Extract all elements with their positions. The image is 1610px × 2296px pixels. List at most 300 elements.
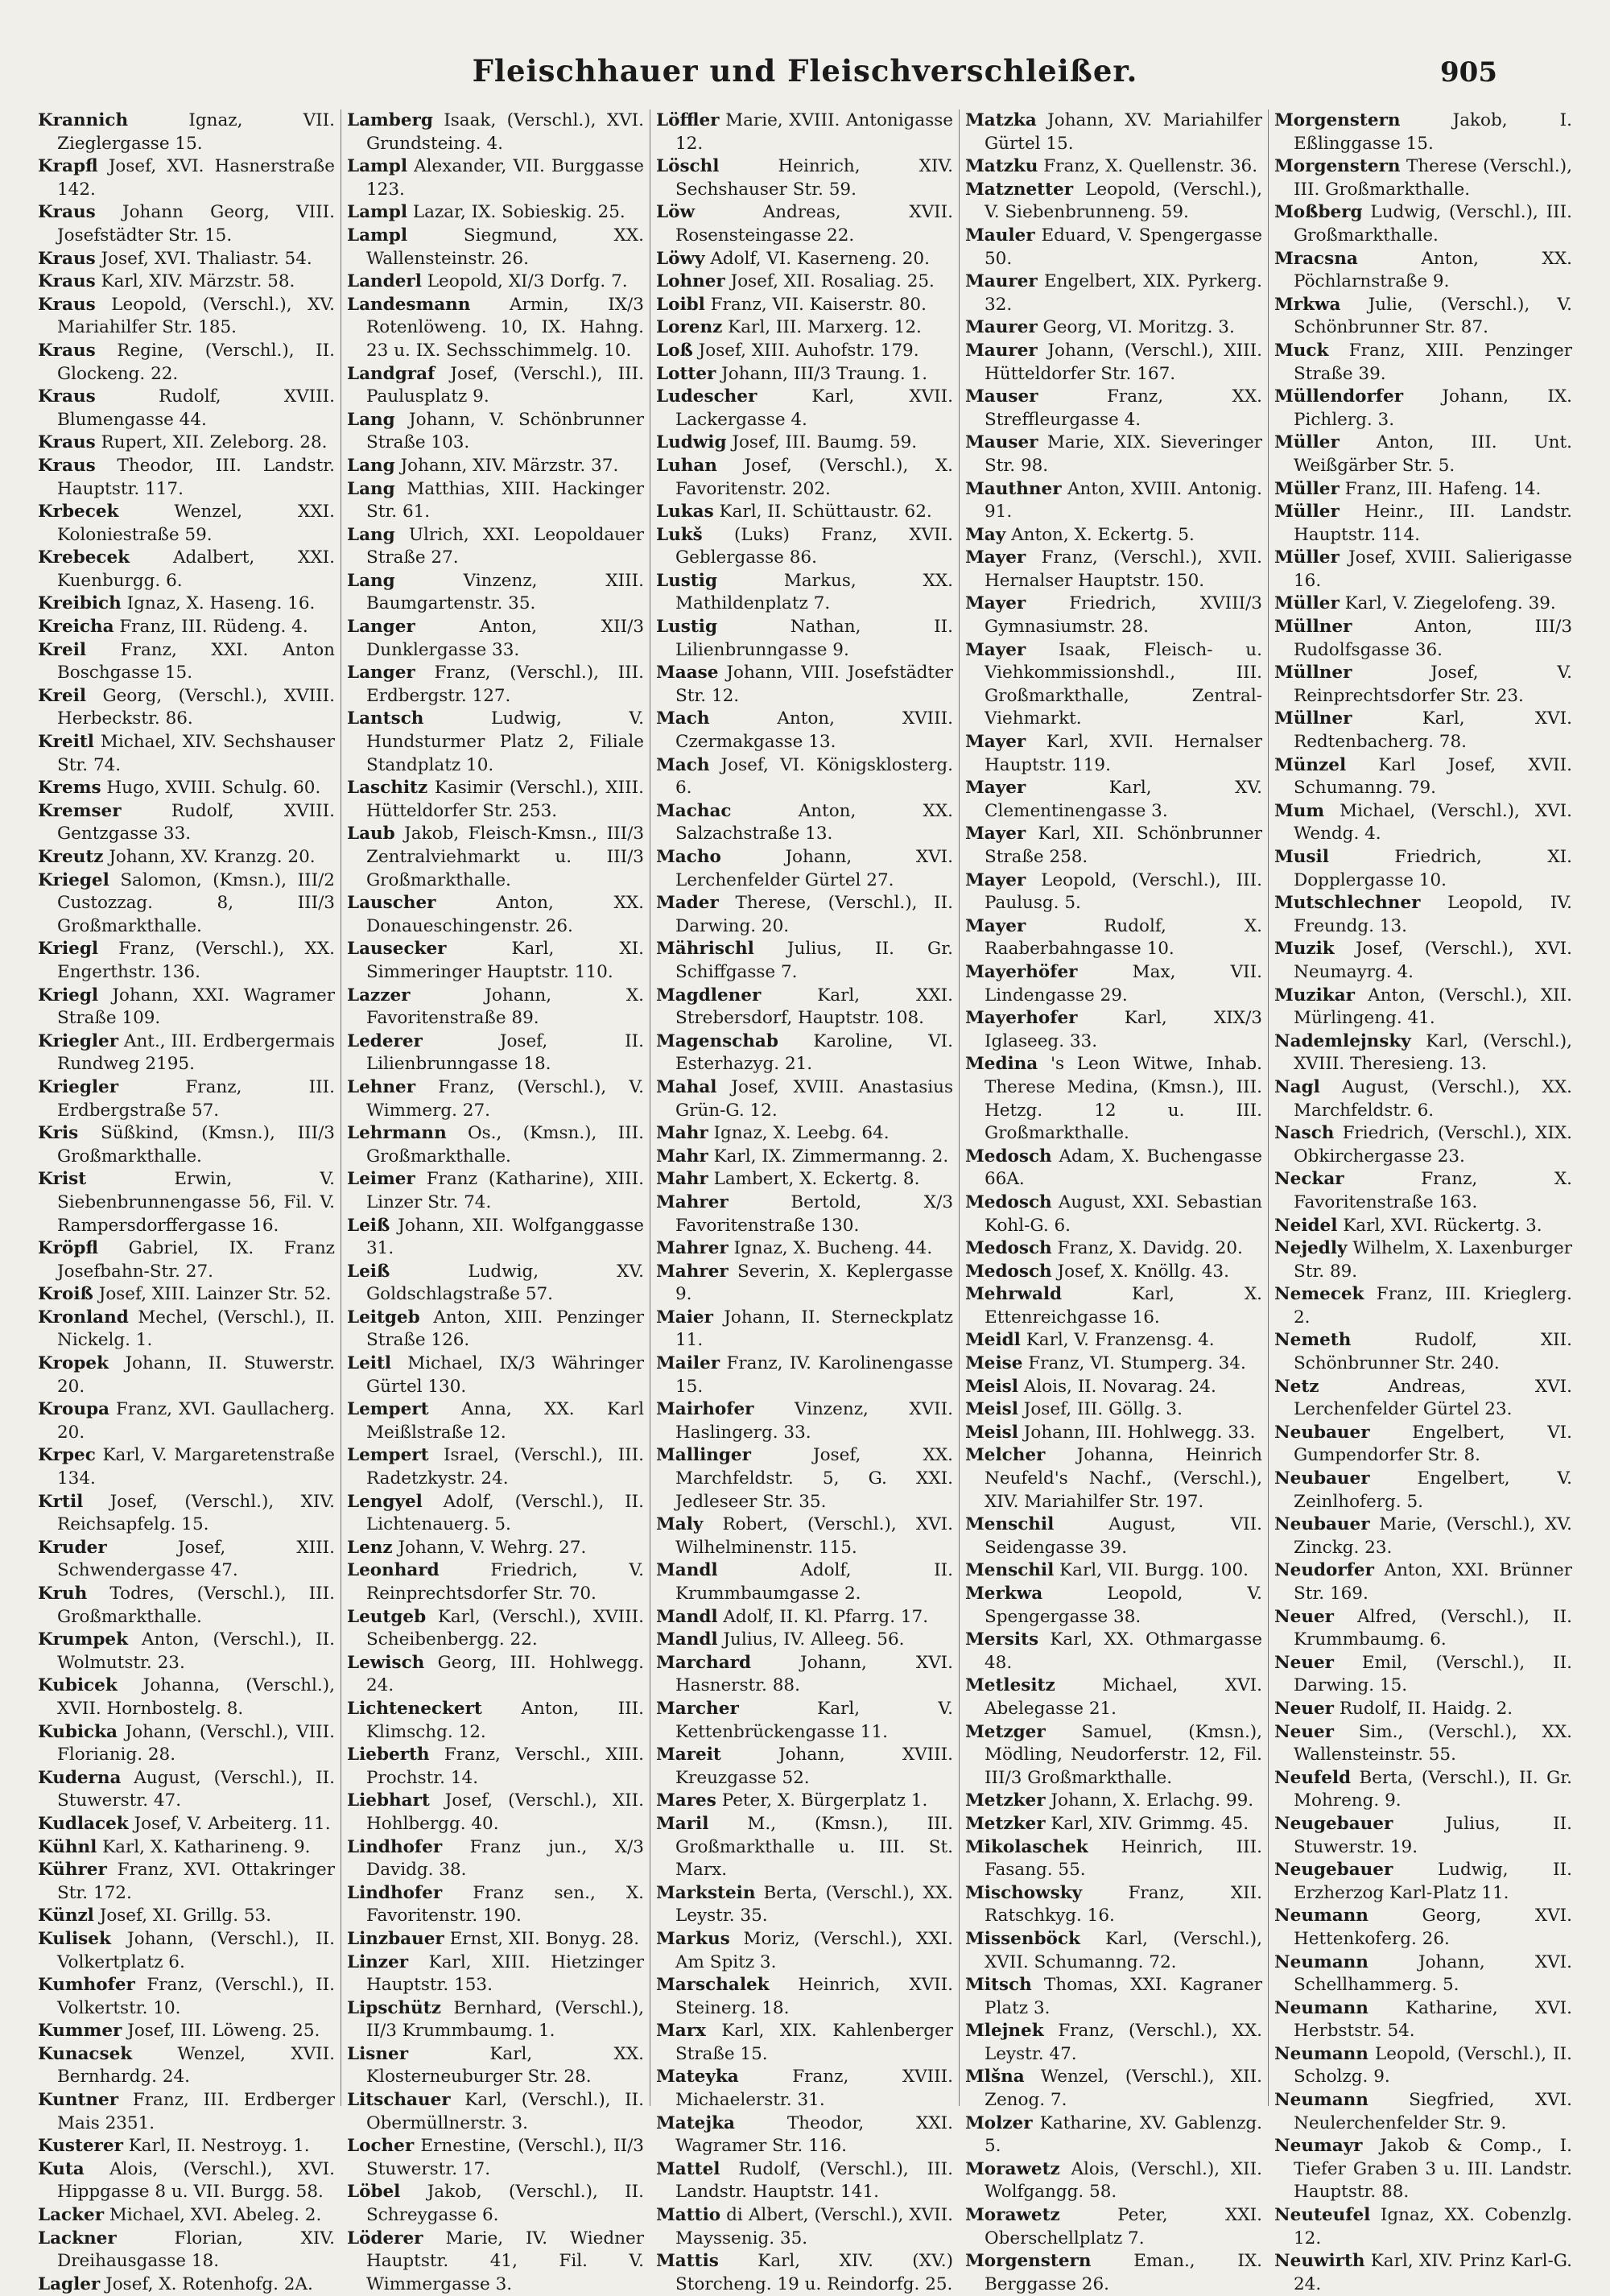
directory-entry (1274, 662, 1572, 708)
entry-details: Franz, XVI. Gaullacherg. 20. (57, 1399, 336, 1443)
entry-surname: Mehrwald (965, 1284, 1063, 1305)
entry-details: Marie, IV. Wiedner Hauptstr. 41, Fil. V. Wimmergasse 3. (366, 2228, 644, 2294)
entry-details: Rudolf, XVIII. Gentzgasse 33. (57, 800, 335, 844)
directory-entry (347, 294, 644, 363)
entry-surname: Muzikar (1274, 985, 1355, 1006)
directory-entry (38, 985, 335, 1030)
directory-entry (347, 409, 644, 455)
directory-entry (965, 109, 1262, 155)
directory-entry (965, 1629, 1262, 1675)
entry-surname: Kraus (38, 386, 96, 407)
entry-surname: Langer (347, 617, 415, 638)
entry-surname: Lantsch (347, 708, 424, 729)
entry-surname: Neubauer (1274, 1468, 1370, 1489)
entry-details: Karl, V. Franzensg. 4. (1026, 1330, 1215, 1351)
entry-surname: Mahrer (656, 1191, 729, 1212)
entry-surname: Metzker (965, 1813, 1046, 1834)
directory-entry (38, 270, 335, 294)
entry-details: Josef, XVI. Thaliastr. 54. (101, 248, 312, 269)
directory-entry (38, 2043, 335, 2089)
entry-details: Franz, III. Rüdeng. 4. (119, 617, 308, 638)
entry-details: Süßkind, (Kmsn.), III/3 Großmarkthalle. (57, 1123, 335, 1167)
entry-details: Franz, XII. Ratschkyg. 16. (985, 1882, 1262, 1926)
entry-surname: Kris (38, 1123, 79, 1144)
entry-surname: Loß (656, 340, 693, 361)
entry-surname: Mikolaschek (965, 1836, 1088, 1857)
entry-surname: Lazzer (347, 985, 411, 1006)
entry-details: Leopold, XI/3 Dorfg. 7. (427, 271, 628, 292)
entry-surname: Lukš (656, 524, 703, 545)
entry-details: Karl, XIX/3 Iglaseeg. 33. (985, 1008, 1262, 1051)
directory-entry (347, 662, 644, 708)
directory-entry (656, 2158, 953, 2204)
directory-entry (347, 478, 644, 524)
entry-surname: Muzik (1274, 939, 1335, 960)
entry-details: Franz, X. Quellenstr. 36. (1043, 156, 1258, 177)
entry-surname: Lederer (347, 1030, 423, 1051)
entry-details: Josef, XI. Grillg. 53. (99, 1906, 272, 1926)
directory-entry (38, 2089, 335, 2135)
entry-details: Jakob, I. Eßlinggasse 15. (1294, 110, 1572, 154)
entry-details: Julius, IV. Alleeg. 56. (723, 1629, 905, 1650)
entry-surname: Kühnl (38, 1836, 97, 1857)
entry-details: Johann, (Verschl.), XIII. Hütteldorfer Str. 167. (985, 340, 1263, 384)
directory-entry (347, 363, 644, 409)
entry-surname: Kummer (38, 2021, 122, 2042)
directory-entry (656, 708, 953, 754)
entry-details: Anna, XX. Karl Meißlstraße 12. (366, 1399, 644, 1443)
directory-entry (965, 915, 1262, 961)
entry-details: Heinrich, III. Fasang. 55. (985, 1836, 1262, 1881)
entry-details: Heinrich, XVII. Steinerg. 18. (675, 1975, 953, 2018)
entry-details: Armin, IX/3 Rotenlöweng. 10, IX. Hahng. 23 u. IX. Sechsschimmelg. 10. (366, 294, 644, 361)
directory-entry (1274, 1237, 1572, 1283)
entry-surname: Molzer (965, 2112, 1033, 2133)
entry-surname: Medosch (965, 1238, 1052, 1259)
entry-surname: Kuntner (38, 2090, 119, 2111)
entry-surname: Maase (656, 663, 719, 683)
entry-surname: Lisner (347, 2043, 409, 2064)
entry-details: Johann, V. Wehrg. 27. (398, 1537, 587, 1558)
entry-surname: Lacker (38, 2205, 105, 2226)
directory-entry (347, 1261, 644, 1307)
entry-surname: Künzl (38, 1906, 94, 1926)
entry-surname: Neumann (1274, 2090, 1368, 2111)
entry-surname: Mader (656, 893, 719, 914)
entry-surname: Kraus (38, 271, 96, 292)
entry-details: Anton, III. Unt. Weißgärber Str. 5. (1294, 432, 1573, 476)
entry-details: Johann, (Verschl.), VIII. Florianig. 28. (57, 1721, 335, 1765)
entry-surname: Lohner (656, 271, 725, 292)
entry-surname: Meisl (965, 1422, 1018, 1443)
entry-surname: Kruh (38, 1584, 88, 1604)
entry-details: Anton, III. Klimschg. 12. (366, 1698, 644, 1742)
entry-details: Josef, XVIII. Anastasius Grün-G. 12. (675, 1076, 953, 1121)
entry-details: Adolf, II. Krummbaumgasse 2. (675, 1560, 953, 1604)
entry-details: Bernhard, (Verschl.), II/3 Krummbaumg. 1. (366, 1997, 644, 2042)
directory-entry (965, 340, 1262, 386)
entry-details: Josef, XIII. Lainzer Str. 52. (98, 1284, 332, 1305)
directory-entry (656, 1191, 953, 1237)
entry-details: Karl, XX. Othmargasse 48. (985, 1629, 1262, 1673)
entry-details: Johann, XVIII. Kreuzgasse 52. (675, 1745, 953, 1788)
directory-entry (965, 225, 1262, 270)
entry-surname: Neuer (1274, 1698, 1334, 1719)
entry-details: Engelbert, XIX. Pyrkerg. 32. (985, 271, 1262, 315)
directory-entry (1274, 1721, 1572, 1767)
entry-surname: Lamberg (347, 110, 433, 130)
entry-details: Karl, III. Marxerg. 12. (728, 317, 922, 338)
directory-entry (656, 2020, 953, 2066)
entry-details: Josef, X. Rotenhofg. 2A. (105, 2273, 313, 2294)
directory-entry (347, 270, 644, 294)
directory-entry (965, 386, 1262, 432)
entry-surname: Neumann (1274, 1997, 1368, 2018)
directory-entry (656, 1444, 953, 1513)
entry-surname: Mateyka (656, 2067, 739, 2087)
directory-entry (656, 938, 953, 984)
entry-surname: Leitgeb (347, 1307, 420, 1328)
directory-columns (32, 109, 1578, 2294)
entry-surname: Mailer (656, 1353, 720, 1374)
entry-surname: Lichteneckert (347, 1698, 482, 1719)
entry-surname: Morgenstern (1274, 156, 1401, 177)
entry-details: Franz, VI. Stumperg. 34. (1028, 1353, 1246, 1374)
directory-entry (1274, 1468, 1572, 1513)
entry-details: Bertold, X/3 Favoritenstraße 130. (675, 1191, 953, 1236)
directory-entry (965, 524, 1262, 547)
directory-entry (38, 1307, 335, 1352)
entry-details: Karl, IX. Zimmermanng. 2. (713, 1146, 949, 1167)
entry-surname: Kudlacek (38, 1813, 129, 1834)
entry-details: Katharine, XVI. Herbststr. 54. (1294, 1997, 1572, 2042)
directory-entry (965, 1422, 1262, 1445)
directory-entry (1274, 1997, 1572, 2043)
entry-details: Friedrich, XVIII/3 Gymnasiumstr. 28. (985, 593, 1262, 638)
entry-details: Karl, XIII. Hietzinger Hauptstr. 153. (366, 1951, 644, 1996)
entry-surname: Kreil (38, 685, 87, 706)
entry-details: Wenzel, (Verschl.), XII. Zenog. 7. (985, 2067, 1262, 2111)
directory-entry (965, 179, 1262, 225)
entry-details: Matthias, XIII. Hackinger Str. 61. (366, 478, 644, 522)
entry-surname: Lorenz (656, 317, 723, 338)
entry-surname: Medosch (965, 1261, 1052, 1282)
entry-surname: Menschil (965, 1514, 1055, 1535)
directory-entry (656, 662, 953, 708)
directory-entry (656, 754, 953, 800)
directory-entry (38, 1974, 335, 2020)
directory-entry (38, 1444, 335, 1490)
entry-details: Regine, (Verschl.), II. Glockeng. 22. (57, 340, 335, 384)
entry-surname: Neubauer (1274, 1514, 1370, 1535)
entry-surname: Mayerhöfer (965, 961, 1078, 982)
entry-details: Isaak, (Verschl.), XVI. Grundsteing. 4. (366, 110, 644, 154)
entry-surname: Leiß (347, 1215, 390, 1236)
entry-details: Engelbert, VI. Gumpendorfer Str. 8. (1294, 1422, 1572, 1466)
entry-surname: Lotter (656, 363, 716, 384)
page-number: 905 (1440, 56, 1497, 89)
entry-details: Karl, V. Kettenbrückengasse 11. (675, 1698, 953, 1742)
directory-entry (347, 1030, 644, 1076)
entry-details: Lazar, IX. Sobieskig. 25. (412, 202, 625, 223)
entry-surname: Neubauer (1274, 1422, 1370, 1443)
directory-entry (656, 1030, 953, 1076)
entry-details: Hugo, XVIII. Schulg. 60. (106, 778, 321, 799)
entry-surname: Leitl (347, 1353, 392, 1374)
directory-entry (965, 1974, 1262, 2020)
directory-entry (656, 501, 953, 524)
entry-surname: Laschitz (347, 778, 428, 799)
entry-surname: Mayer (965, 915, 1026, 936)
directory-column (650, 109, 960, 2294)
entry-details: Karl, XVII. Lackergasse 4. (675, 386, 953, 430)
entry-surname: Landerl (347, 271, 422, 292)
directory-entry (965, 777, 1262, 823)
directory-column (32, 109, 341, 2294)
entry-surname: Morgenstern (965, 2251, 1092, 2272)
directory-entry (1274, 386, 1572, 432)
entry-surname: Mauser (965, 386, 1038, 407)
entry-details: Karl, XIX. Kahlenberger Straße 15. (675, 2021, 953, 2064)
entry-details: Johann, XVI. Schellhammerg. 5. (1294, 1951, 1572, 1996)
directory-column (960, 109, 1269, 2294)
directory-entry (965, 1675, 1262, 1720)
entry-surname: Kreitl (38, 732, 94, 753)
entry-details: August, VII. Seidengasse 39. (985, 1514, 1262, 1558)
directory-entry (347, 1122, 644, 1168)
directory-entry (1274, 708, 1572, 754)
entry-surname: Marschalek (656, 1975, 770, 1996)
entry-details: Josef, V. Arbeiterg. 11. (134, 1813, 331, 1834)
entry-details: Franz, (Verschl.), II. Volkertstr. 10. (57, 1975, 335, 2018)
entry-surname: Muck (1274, 340, 1329, 361)
directory-entry (1274, 2043, 1572, 2089)
entry-details: Franz, (Verschl.), III. Erdbergstr. 127. (366, 663, 644, 706)
entry-details: Georg, (Verschl.), XVIII. Herbeckstr. 86. (57, 685, 335, 729)
directory-entry (347, 777, 644, 823)
directory-entry (38, 547, 335, 593)
directory-entry (965, 1836, 1262, 1882)
directory-entry (38, 593, 335, 616)
directory-entry (1274, 1215, 1572, 1238)
entry-details: Rudolf, (Verschl.), III. Landstr. Hauptstr. 141. (675, 2158, 953, 2203)
entry-surname: Luhan (656, 455, 717, 476)
directory-entry (38, 2158, 335, 2204)
entry-surname: Löbel (347, 2182, 401, 2203)
entry-details: Leopold, (Verschl.), XV. Mariahilfer Str. 185. (57, 294, 335, 338)
entry-surname: Leutgeb (347, 1606, 427, 1627)
entry-surname: Medosch (965, 1191, 1052, 1212)
entry-surname: Lewisch (347, 1652, 425, 1673)
directory-entry (38, 294, 335, 340)
entry-details: Isaak, Fleisch- u. Viehkommissionshdl., III. Großmarkthalle, Zentral-Viehmarkt. (985, 639, 1262, 729)
entry-details: Therese, (Verschl.), II. Darwing. 20. (675, 893, 953, 936)
entry-details: Josef, (Verschl.), XII. Hohlbergg. 40. (366, 1790, 644, 1834)
entry-surname: Neufeld (1274, 1767, 1352, 1788)
directory-entry (38, 1928, 335, 1974)
entry-surname: Lauscher (347, 893, 436, 914)
entry-details: Alois, II. Novarag. 24. (1023, 1376, 1216, 1397)
entry-details: Ignaz, X. Leebg. 64. (713, 1123, 890, 1144)
entry-details: Heinr., III. Landstr. Hauptstr. 114. (1294, 502, 1573, 545)
entry-surname: Lang (347, 478, 395, 499)
entry-details: Therese (Verschl.), III. Großmarkthalle. (1294, 156, 1572, 200)
directory-entry (965, 2066, 1262, 2112)
directory-entry (1274, 201, 1572, 247)
directory-entry (38, 2204, 335, 2228)
directory-entry (965, 1928, 1262, 1974)
directory-entry (656, 363, 953, 386)
directory-entry (965, 1721, 1262, 1790)
entry-surname: Laub (347, 824, 395, 844)
directory-entry (347, 1698, 644, 1744)
entry-details: Salomon, (Kmsn.), III/2 Custozzag. 8, III/3 Großmarkthalle. (57, 869, 335, 936)
directory-entry (38, 1076, 335, 1122)
entry-surname: Mum (1274, 800, 1325, 821)
entry-surname: Macho (656, 847, 721, 867)
entry-surname: Kraus (38, 294, 96, 315)
directory-entry (347, 1352, 644, 1398)
entry-surname: Mahr (656, 1146, 708, 1167)
entry-surname: Kriegl (38, 985, 99, 1006)
entry-details: Franz, IV. Karolinengasse 15. (675, 1353, 953, 1397)
entry-surname: Kraus (38, 202, 96, 223)
entry-surname: Matznetter (965, 179, 1074, 200)
entry-details: Wenzel, XXI. Koloniestraße 59. (57, 502, 335, 545)
entry-surname: Löffler (656, 110, 720, 130)
directory-entry (1274, 478, 1572, 502)
entry-surname: Mischowsky (965, 1882, 1083, 1903)
entry-details: Alfred, (Verschl.), II. Krummbaumg. 6. (1294, 1606, 1572, 1650)
entry-surname: Mayer (965, 547, 1026, 568)
entry-details: Karl, XI. Simmeringer Hauptstr. 110. (366, 939, 644, 982)
entry-details: Ignaz, VII. Zieglergasse 15. (57, 110, 335, 154)
directory-entry (656, 1513, 953, 1559)
entry-details: Josef, XX. Marchfeldstr. 5, G. XXI. Jedleseer Str. 35. (675, 1445, 953, 1512)
entry-surname: Neuer (1274, 1606, 1334, 1627)
directory-entry (347, 985, 644, 1030)
directory-entry (38, 248, 335, 271)
directory-entry (656, 524, 953, 570)
entry-details: Josef, III. Göllg. 3. (1023, 1399, 1183, 1420)
entry-details: Josef, XIII. Auhofstr. 179. (698, 340, 919, 361)
directory-entry (656, 1237, 953, 1261)
directory-entry (1274, 1030, 1572, 1076)
entry-surname: Magenschab (656, 1030, 778, 1051)
entry-surname: Markstein (656, 1882, 756, 1903)
directory-entry (347, 1951, 644, 1997)
entry-surname: Mayer (965, 593, 1026, 614)
entry-details: Josef, XIII. Schwendergasse 47. (57, 1537, 335, 1581)
entry-details: Ulrich, XXI. Leopoldauer Straße 27. (366, 524, 644, 568)
entry-details: Jakob, Fleisch-Kmsn., III/3 Zentralviehmarkt u. III/3 Großmarkthalle. (366, 824, 644, 890)
entry-details: Franz (Katharine), XIII. Linzer Str. 74. (366, 1169, 644, 1212)
entry-details: Peter, XXI. Oberschellplatz 7. (985, 2205, 1262, 2249)
entry-surname: Morawetz (965, 2205, 1060, 2226)
directory-entry (38, 1629, 335, 1675)
entry-details: Josef, (Verschl.), XIV. Reichsapfelg. 15. (57, 1491, 335, 1535)
entry-surname: Krannich (38, 110, 129, 130)
entry-details: Franz, (Verschl.), XX. Leystr. 47. (985, 2021, 1262, 2064)
entry-details: Katharine, XV. Gablenzg. 5. (985, 2112, 1262, 2157)
entry-details: Karl, XIV. Grimmg. 45. (1051, 1813, 1249, 1834)
entry-surname: Lausecker (347, 939, 447, 960)
directory-entry (38, 155, 335, 201)
entry-surname: Kusterer (38, 2136, 123, 2157)
entry-details: Michael, XVI. Abelegasse 21. (985, 1675, 1262, 1719)
directory-entry (1274, 1698, 1572, 1721)
entry-details: Georg, XVI. Hettenkoferg. 26. (1294, 1906, 1572, 1949)
entry-surname: Krpec (38, 1445, 96, 1466)
entry-surname: Morgenstern (1274, 110, 1401, 130)
directory-entry (347, 201, 644, 225)
entry-surname: Leiß (347, 1261, 390, 1282)
entry-details: Karl, XVI. Redtenbacherg. 78. (1294, 708, 1572, 753)
entry-surname: Kuderna (38, 1767, 122, 1788)
entry-surname: Krist (38, 1169, 87, 1190)
entry-details: Os., (Kmsn.), III. Großmarkthalle. (366, 1123, 644, 1167)
entry-details: Lambert, X. Eckertg. 8. (713, 1169, 920, 1190)
entry-details: Josef, VI. Königsklosterg. 6. (675, 754, 953, 799)
entry-surname: Kubicka (38, 1721, 118, 1742)
directory-entry (1274, 985, 1572, 1030)
directory-entry (656, 2112, 953, 2158)
entry-details: Johanna, Heinrich Neufeld's Nachf., (Verschl.), XIV. Mariahilfer Str. 197. (985, 1445, 1262, 1512)
entry-details: Karl, XVII. Hernalser Hauptstr. 119. (985, 732, 1262, 775)
directory-entry (656, 1352, 953, 1398)
entry-surname: Marx (656, 2021, 706, 2042)
entry-details: Julius, II. Stuwerstr. 19. (1294, 1813, 1572, 1857)
entry-details: Karl, (Verschl.), XVII. Schumanng. 72. (985, 1928, 1262, 1972)
entry-surname: Krebecek (38, 547, 130, 568)
directory-entry (1274, 1767, 1572, 1813)
entry-details: Theodor, XXI. Wagramer Str. 116. (675, 2112, 953, 2157)
entry-surname: Neidel (1274, 1215, 1338, 1236)
entry-details: Rudolf, X. Raaberbahngasse 10. (985, 915, 1262, 960)
entry-details: Karl, V. Ziegelofeng. 39. (1344, 593, 1556, 614)
entry-details: Franz, X. Davidg. 20. (1057, 1238, 1243, 1259)
directory-entry (347, 1215, 644, 1261)
entry-details: Franz, XXI. Anton Boschgasse 15. (57, 639, 335, 683)
entry-details: Marie, XVIII. Antonigasse 12. (675, 110, 953, 154)
entry-details: Josef, III. Löweng. 25. (127, 2021, 320, 2042)
entry-surname: Metlesitz (965, 1675, 1055, 1696)
entry-surname: Langer (347, 663, 415, 683)
entry-details: Franz, (Verschl.), V. Wimmerg. 27. (366, 1076, 644, 1121)
directory-entry (1274, 155, 1572, 201)
directory-entry (965, 1007, 1262, 1053)
entry-details: Johann, II. Stuwerstr. 20. (57, 1353, 335, 1397)
entry-surname: Mährischl (656, 939, 754, 960)
entry-details: (Luks) Franz, XVII. Geblergasse 86. (675, 524, 953, 568)
directory-entry (656, 270, 953, 294)
entry-surname: Neuer (1274, 1721, 1334, 1742)
entry-details: Ernst, XII. Bonyg. 28. (449, 1928, 640, 1949)
entry-details: Leopold, IV. Freundg. 13. (1294, 893, 1572, 936)
entry-surname: Lampl (347, 156, 407, 177)
entry-surname: Neumann (1274, 2043, 1368, 2064)
entry-surname: Mayer (965, 778, 1026, 799)
entry-surname: Krtil (38, 1491, 84, 1512)
entry-details: Florian, XIV. Dreihausgasse 18. (57, 2228, 335, 2272)
entry-surname: Nejedly (1274, 1238, 1348, 1259)
directory-entry (656, 2066, 953, 2112)
entry-surname: Lang (347, 524, 395, 545)
entry-details: Anton, XXI. Brünner Str. 169. (1294, 1560, 1572, 1604)
directory-entry (656, 1076, 953, 1122)
directory-entry (38, 869, 335, 939)
directory-entry (347, 1790, 644, 1836)
